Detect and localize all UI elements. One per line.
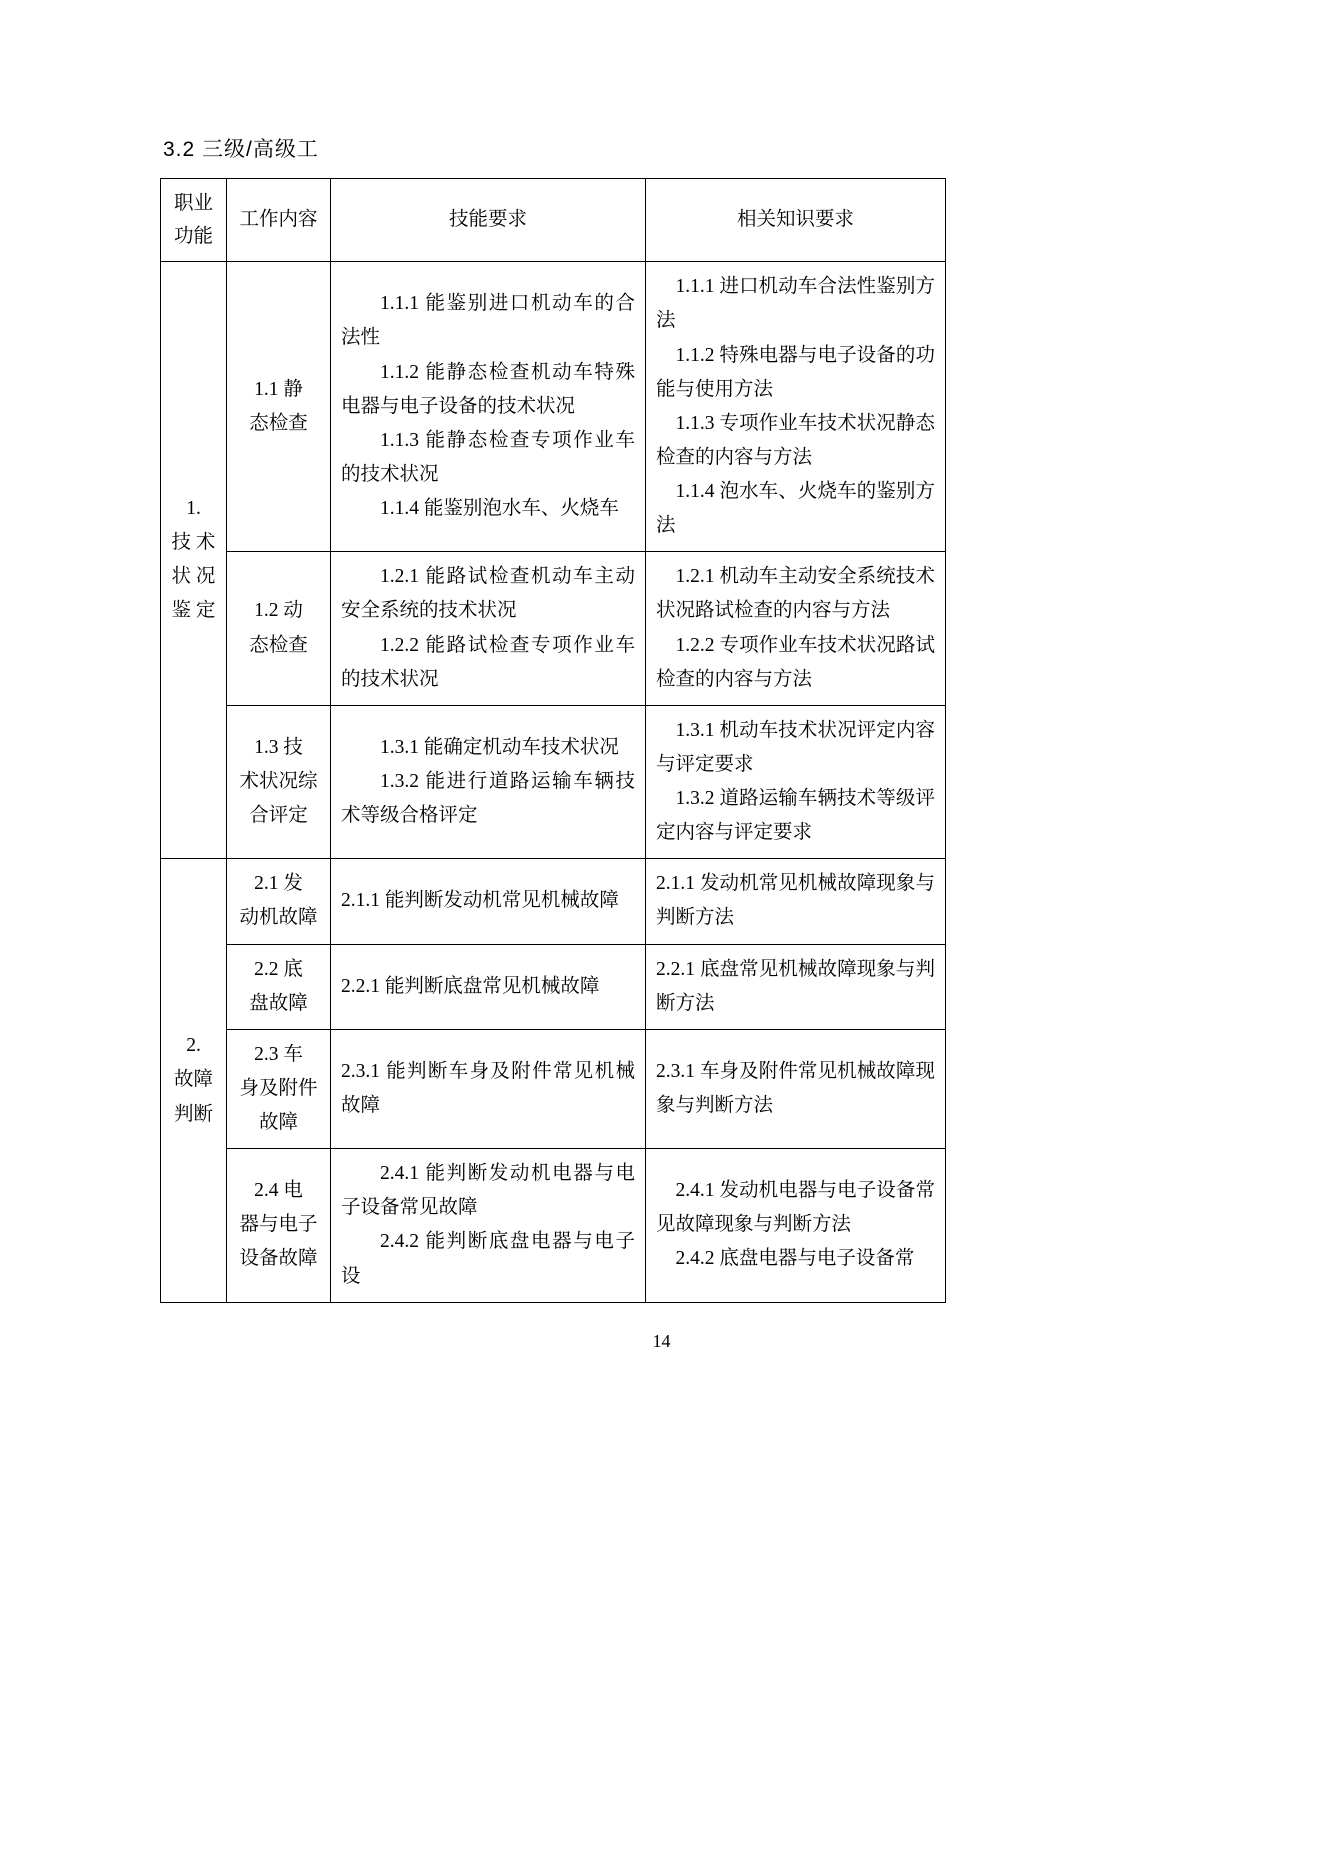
skill-cell [331,552,646,706]
skill-item: 2.2.1 能判断底盘常见机械故障 [341,975,600,997]
knowledge-cell [646,944,946,1029]
function-cell-2 [161,859,227,1302]
function-2-line-0: 2. [186,1035,201,1057]
knowledge-item: 2.4.1 发动机电器与电子设备常见故障现象与判断方法 [656,1180,935,1236]
work-content-line: 2.1 发 [254,873,303,895]
knowledge-cell [646,1029,946,1148]
function-cell-1 [161,262,227,859]
work-content-line: 设备故障 [239,1248,318,1270]
function-1-line-1: 技 术 [171,532,216,554]
skill-cell [331,1149,646,1303]
knowledge-item: 1.3.2 道路运输车辆技术等级评定内容与评定要求 [656,788,935,844]
skills-requirements-table [160,178,946,1303]
work-content-line: 1.2 动 [254,600,303,622]
knowledge-item: 2.2.1 底盘常见机械故障现象与判断方法 [656,958,935,1014]
work-content-line: 1.1 静 [254,378,303,400]
table-row [161,859,946,944]
table-row [161,262,946,552]
knowledge-item: 2.1.1 发动机常见机械故障现象与判断方法 [656,873,935,929]
function-1-line-2: 状 况 [171,566,216,588]
knowledge-item: 1.2.2 专项作业车技术状况路试检查的内容与方法 [656,634,935,690]
knowledge-item: 1.1.2 特殊电器与电子设备的功能与使用方法 [656,344,935,400]
header-cell-function [161,179,227,262]
table-row [161,552,946,706]
work-content-cell [227,859,331,944]
function-2-line-1: 故障 [173,1069,213,1091]
work-content-line: 动机故障 [239,907,318,929]
knowledge-cell [646,552,946,706]
skill-item: 1.2.1 能路试检查机动车主动安全系统的技术状况 [341,566,635,622]
work-content-cell [227,262,331,552]
work-content-line: 态检查 [249,412,308,434]
work-content-cell [227,552,331,706]
skill-item: 1.1.2 能静态检查机动车特殊电器与电子设备的技术状况 [341,361,635,417]
knowledge-item: 1.1.3 专项作业车技术状况静态检查的内容与方法 [656,412,935,468]
work-content-line: 术状况综 [239,770,318,792]
header-cell-skill-requirements: 技能要求 [331,179,646,262]
work-content-line: 器与电子 [239,1214,318,1236]
skill-item: 1.1.4 能鉴别泡水车、火烧车 [380,498,619,520]
work-content-line: 2.4 电 [254,1180,303,1202]
work-content-line: 2.2 底 [254,958,303,980]
skill-cell [331,262,646,552]
skill-item: 1.2.2 能路试检查专项作业车的技术状况 [341,634,635,690]
table-header-row [161,179,946,262]
knowledge-item: 2.3.1 车身及附件常见机械故障现象与判断方法 [656,1060,935,1116]
skill-cell [331,944,646,1029]
knowledge-cell [646,705,946,859]
header-cell-knowledge-requirements: 相关知识要求 [646,179,946,262]
work-content-cell [227,944,331,1029]
work-content-cell [227,1149,331,1303]
work-content-line: 故障 [258,1112,298,1134]
table-row [161,705,946,859]
header-cell-work-content: 工作内容 [227,179,331,262]
skill-cell [331,859,646,944]
section-title: 3.2 三级/高级工 [163,138,319,161]
skill-item: 1.1.3 能静态检查专项作业车的技术状况 [341,429,635,485]
knowledge-item: 1.2.1 机动车主动安全系统技术状况路试检查的内容与方法 [656,566,935,622]
function-1-line-3: 鉴 定 [171,600,216,622]
knowledge-item: 2.4.2 底盘电器与电子设备常 [675,1248,915,1270]
skill-item: 1.3.1 能确定机动车技术状况 [380,736,619,758]
table-row [161,1149,946,1303]
skill-item: 2.1.1 能判断发动机常见机械故障 [341,890,619,912]
skill-item: 1.3.2 能进行道路运输车辆技术等级合格评定 [341,770,635,827]
function-2-line-2: 判断 [173,1103,213,1125]
knowledge-cell [646,1149,946,1303]
work-content-cell [227,705,331,859]
skill-item: 2.3.1 能判断车身及附件常见机械故障 [341,1060,635,1116]
knowledge-item: 1.3.1 机动车技术状况评定内容与评定要求 [656,719,935,775]
skill-cell [331,705,646,859]
knowledge-item: 1.1.4 泡水车、火烧车的鉴别方法 [656,481,935,537]
header-function-line1: 职业 [173,193,213,214]
knowledge-item: 1.1.1 进口机动车合法性鉴别方法 [656,276,935,332]
knowledge-cell [646,262,946,552]
work-content-cell [227,1029,331,1148]
skill-item: 2.4.2 能判断底盘电器与电子设 [341,1231,635,1287]
work-content-line: 1.3 技 [254,736,303,758]
table-row [161,944,946,1029]
work-content-line: 2.3 车 [254,1043,303,1065]
skill-item: 1.1.1 能鉴别进口机动车的合法性 [341,293,635,349]
function-1-line-0: 1. [186,498,201,520]
skill-cell [331,1029,646,1148]
work-content-line: 态检查 [249,634,308,656]
skill-item: 2.4.1 能判断发动机电器与电子设备常见故障 [341,1163,635,1219]
page-number: 14 [652,1331,671,1351]
work-content-line: 身及附件 [239,1077,318,1099]
table-row [161,1029,946,1148]
work-content-line: 合评定 [249,805,308,827]
work-content-line: 盘故障 [249,992,308,1014]
header-function-line2: 功能 [173,226,213,248]
knowledge-cell [646,859,946,944]
